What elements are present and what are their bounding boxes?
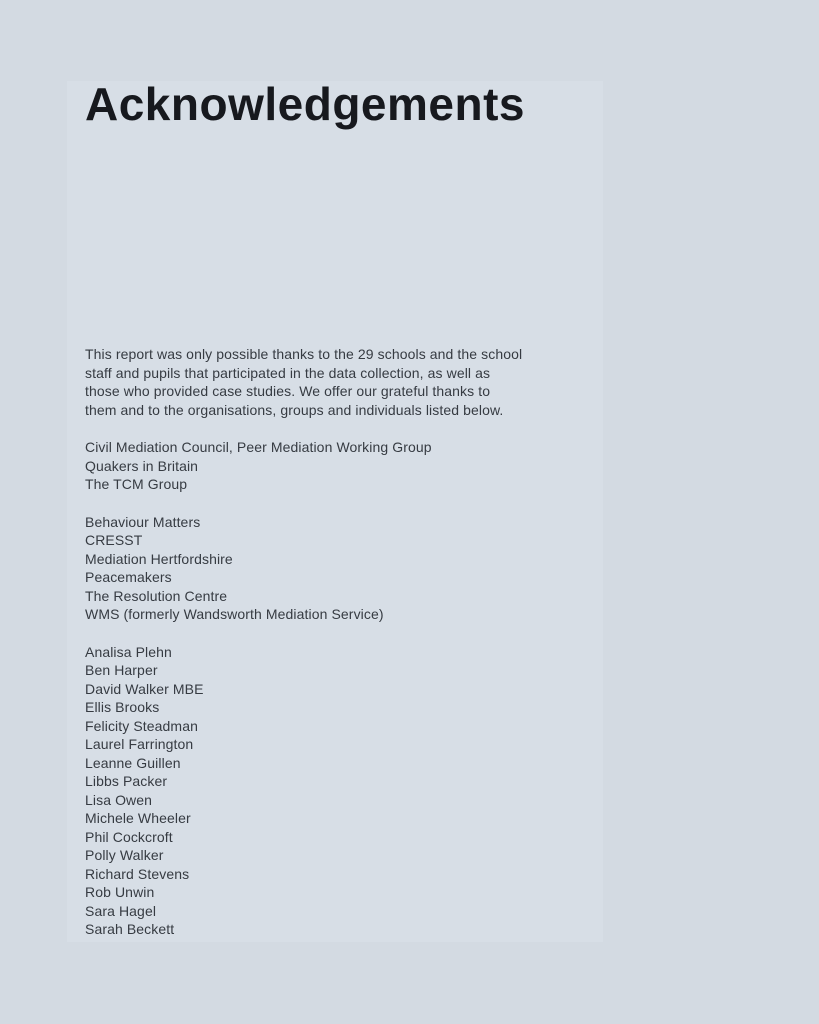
individual-name: David Walker MBE bbox=[85, 680, 204, 697]
organisation-name: Quakers in Britain bbox=[85, 457, 199, 474]
intro-line: This report was only possible thanks to the 29 schools and the school bbox=[85, 346, 523, 362]
intro-line: them and to the organisations, groups and individuals listed below. bbox=[85, 401, 504, 418]
individuals-list bbox=[85, 643, 605, 939]
individual-name: Libbs Packer bbox=[85, 773, 168, 789]
individual-name: Laurel Farrington bbox=[85, 736, 194, 752]
individual-name: Analisa Plehn bbox=[85, 643, 172, 660]
organisation-name: CRESST bbox=[85, 532, 143, 548]
organisations-secondary-list bbox=[85, 513, 605, 624]
individual-name: Lisa Owen bbox=[85, 791, 153, 808]
page-title: Acknowledgements bbox=[85, 78, 525, 130]
individual-name: Richard Stevens bbox=[85, 865, 190, 882]
organisation-name: Peacemakers bbox=[85, 569, 172, 585]
individual-name: Felicity Steadman bbox=[85, 717, 198, 734]
organisation-name: Behaviour Matters bbox=[85, 513, 201, 530]
individual-name: Michele Wheeler bbox=[85, 810, 191, 826]
intro-paragraph bbox=[85, 345, 605, 419]
individual-name: Ellis Brooks bbox=[85, 699, 160, 715]
individual-name: Rob Unwin bbox=[85, 884, 155, 900]
individual-name: Ben Harper bbox=[85, 662, 158, 678]
organisation-name: WMS (formerly Wandsworth Mediation Service) bbox=[85, 606, 384, 622]
organisation-name: The TCM Group bbox=[85, 476, 188, 492]
individual-name: Polly Walker bbox=[85, 847, 164, 863]
acknowledgements-page bbox=[85, 78, 605, 939]
intro-line: those who provided case studies. We offer our grateful thanks to bbox=[85, 383, 491, 399]
organisations-primary-list bbox=[85, 438, 605, 494]
intro-line: staff and pupils that participated in the data collection, as well as bbox=[85, 364, 491, 381]
individual-name: Phil Cockcroft bbox=[85, 828, 173, 845]
individual-name: Sarah Beckett bbox=[85, 921, 175, 937]
organisation-name: Civil Mediation Council, Peer Mediation Working Group bbox=[85, 439, 432, 455]
individual-name: Sara Hagel bbox=[85, 902, 157, 919]
organisation-name: The Resolution Centre bbox=[85, 587, 228, 604]
individual-name: Leanne Guillen bbox=[85, 754, 181, 771]
organisation-name: Mediation Hertfordshire bbox=[85, 550, 233, 567]
